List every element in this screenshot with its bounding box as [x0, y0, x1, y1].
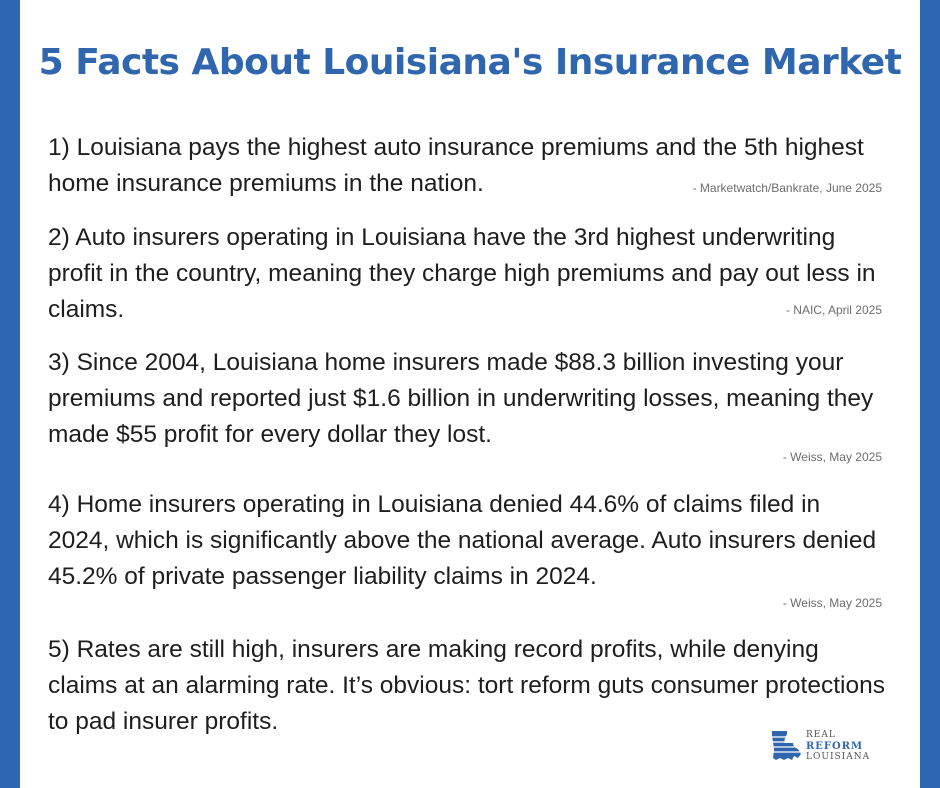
fact-3: 3) Since 2004, Louisiana home insurers made $88.3 billion investing your premiums and reported just $1.6 billion in underwriting losses, meaning they made $55 profit for every dollar they lost.: [48, 349, 874, 448]
fact-3-source: - Weiss, May 2025: [782, 450, 882, 464]
louisiana-map-icon: [768, 728, 804, 764]
fact-4: 4) Home insurers operating in Louisiana denied 44.6% of claims filed in 2024, which is significantly above the national average. Auto insurers denied 45.2% of private passenger liability claims in 2024.: [48, 491, 877, 590]
fact-4-source: - Weiss, May 2025: [782, 596, 882, 610]
fact-2: 2) Auto insurers operating in Louisiana have the 3rd highest underwriting profit in the country, meaning they charge high premiums and pay out less in claims.: [48, 224, 876, 323]
fact-5: 5) Rates are still high, insurers are making record profits, while denying claims at an alarming rate. It’s obvious: tort reform guts consumer protections to pad insurer profits.: [48, 636, 885, 735]
logo-line-3: LOUISIANA: [806, 752, 871, 762]
fact-2-source: - NAIC, April 2025: [785, 303, 882, 317]
infographic-card: [20, 0, 920, 788]
logo-wordmark: [806, 730, 870, 763]
page-title: 5 Facts About Louisiana's Insurance Market: [38, 42, 902, 83]
real-reform-louisiana-logo: [768, 728, 888, 766]
fact-1-source: - Marketwatch/Bankrate, June 2025: [692, 181, 882, 195]
logo-line-2: REFORM: [806, 741, 864, 752]
logo-line-1: REAL: [806, 730, 836, 740]
fact-1: 1) Louisiana pays the highest auto insurance premiums and the 5th highest home insurance premiums in the nation.: [48, 134, 864, 197]
